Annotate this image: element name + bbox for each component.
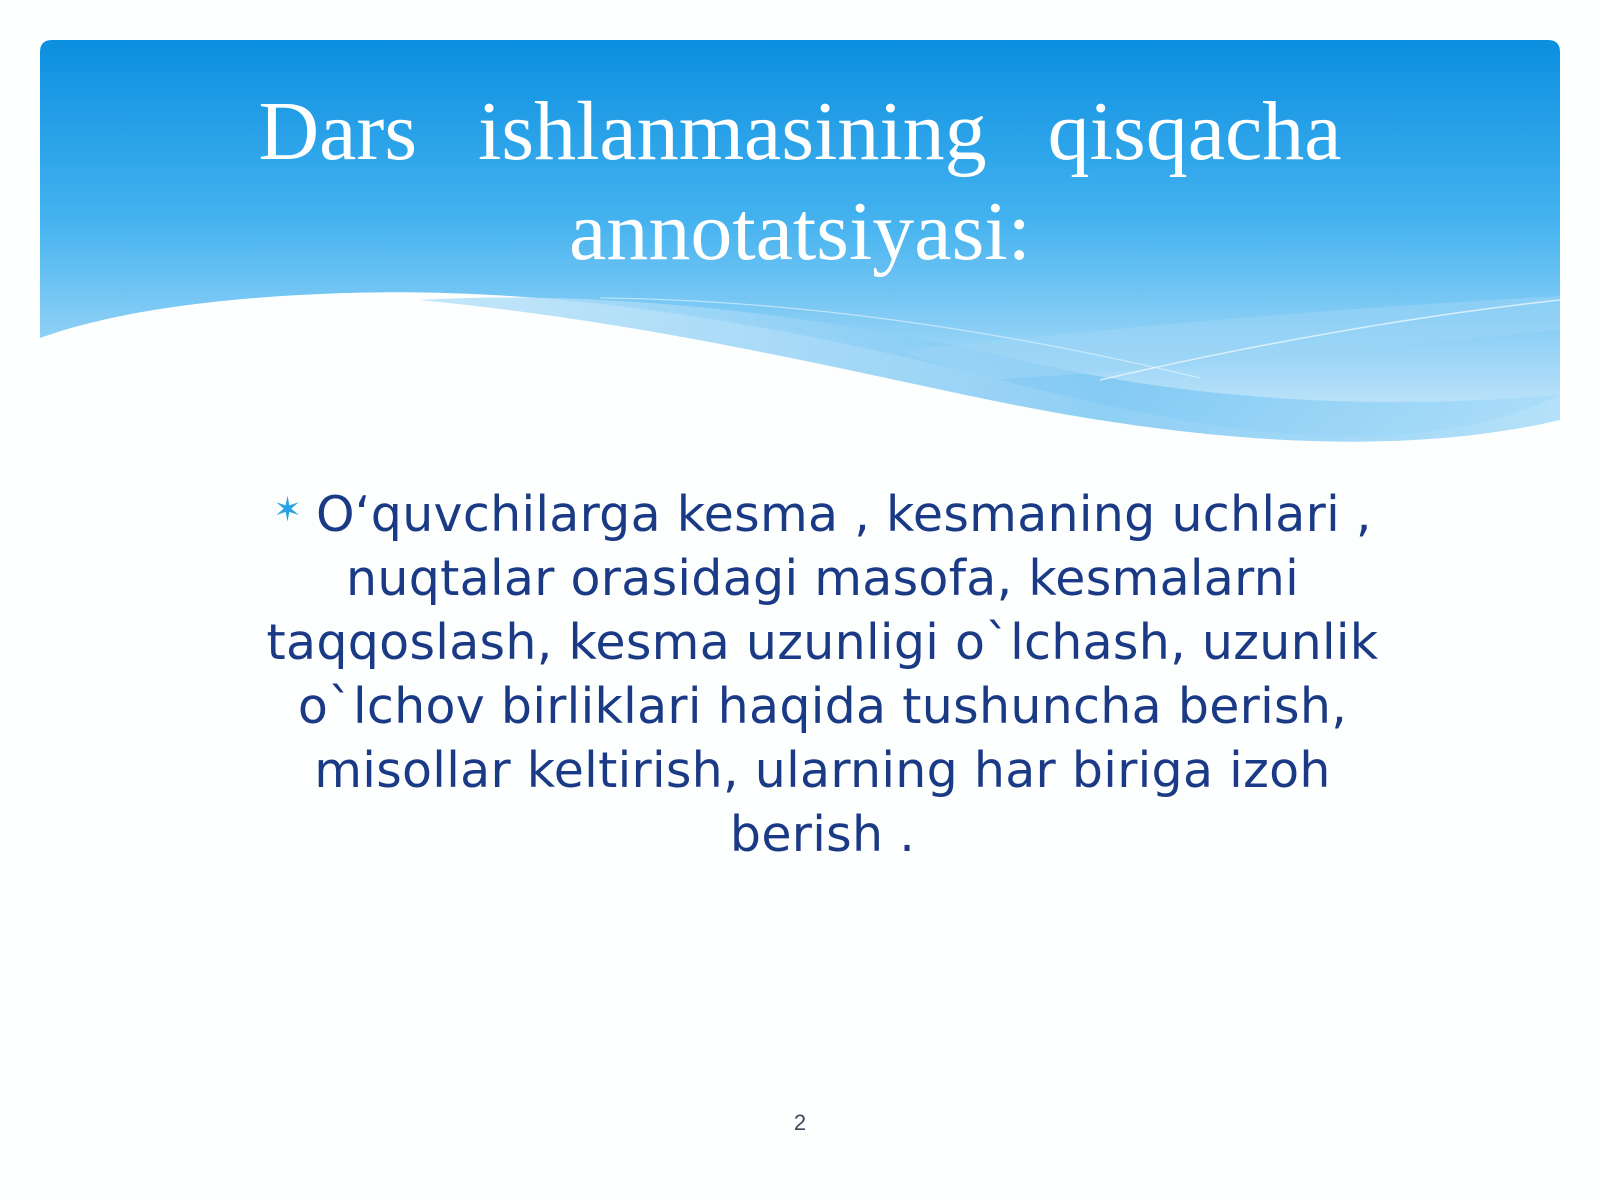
star-bullet-icon: ✶: [273, 490, 303, 530]
body-line-4: o`lchov birliklari haqida tushuncha berish,: [297, 678, 1348, 735]
title-line-2: annotatsiyasi:: [569, 185, 1031, 278]
body-line-5: misollar keltirish, ularning har biriga izoh: [314, 742, 1331, 799]
page-number: 2: [793, 1110, 807, 1135]
body-line-2: nuqtalar orasidagi masofa, kesmalarni: [346, 550, 1299, 607]
bullet-paragraph: [215, 478, 1430, 867]
body-line-1: O‘quvchilarga kesma , kesmaning uchlari ,: [316, 486, 1372, 543]
title-line-1: Dars ishlanmasining qisqacha: [258, 85, 1342, 178]
body-line-6: berish .: [729, 806, 916, 863]
slide-title: [150, 82, 1450, 282]
body-line-3: taqqoslash, kesma uzunligi o`lchash, uzunlik: [266, 614, 1379, 671]
